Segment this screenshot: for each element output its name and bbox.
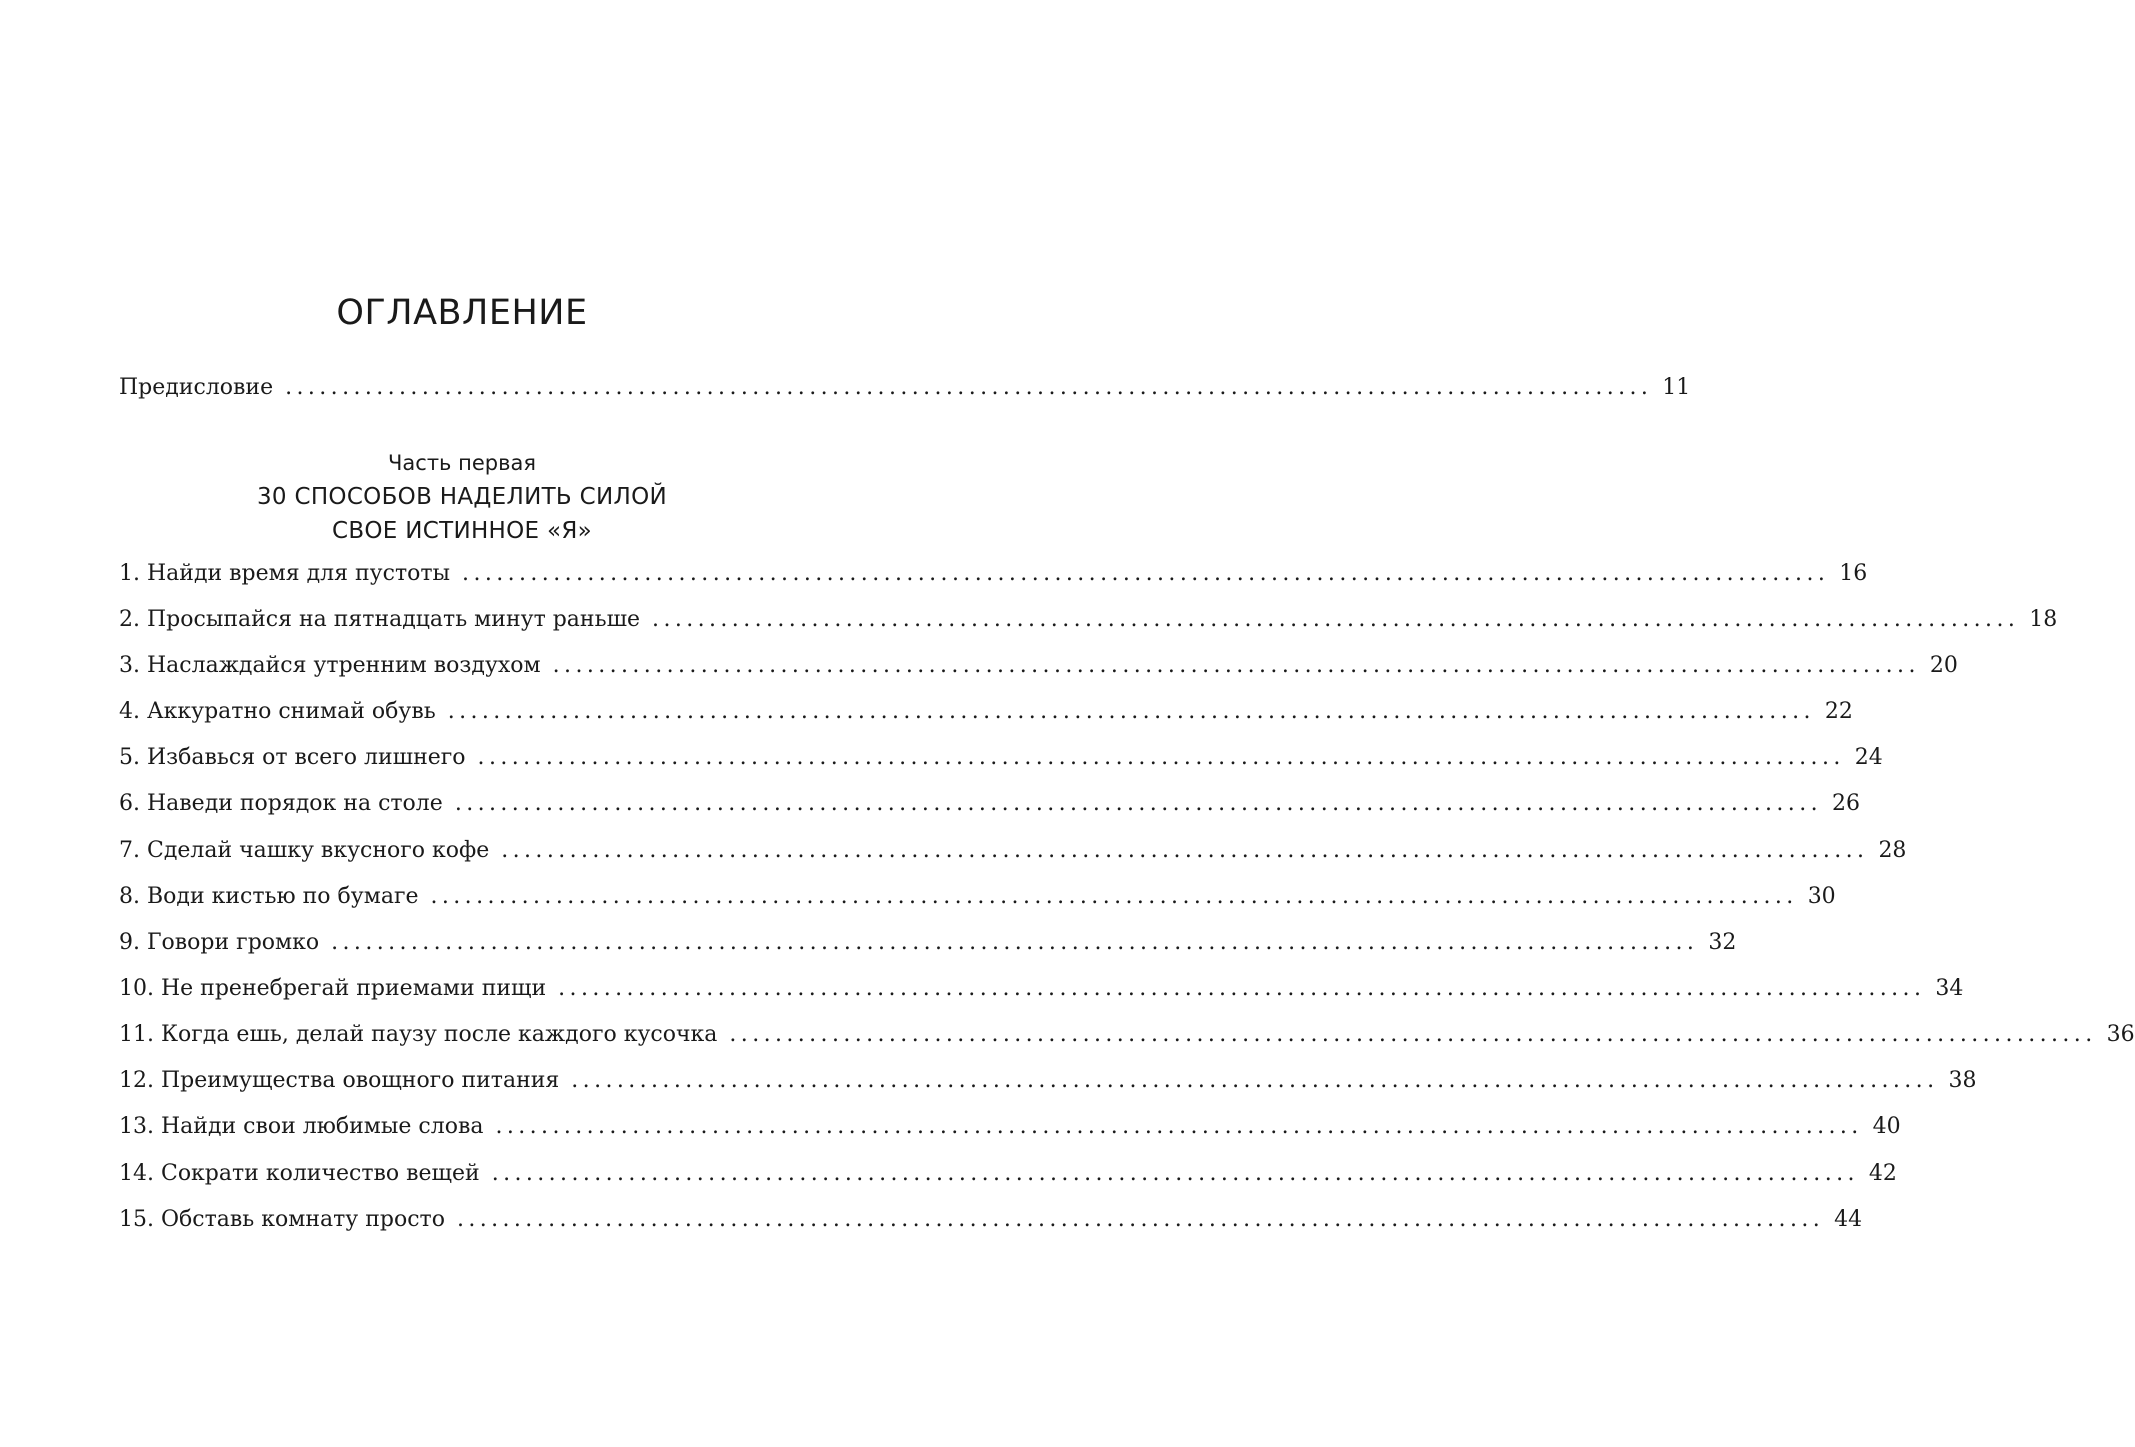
toc-entry-label: 13. Найди свои любимые слова [119,1114,484,1139]
part-title-line-1: 30 СПОСОБОВ НАДЕЛИТЬ СИЛОЙ [256,484,667,510]
toc-entry-page: 26 [1832,791,1860,816]
toc-leader-dots: ........................................................................................................................ [454,791,1822,816]
toc-entry-label: 3. Наслаждайся утренним воздухом [119,653,541,678]
toc-entry-page: 42 [1868,1161,1897,1186]
toc-entry-page: 20 [1929,653,1958,678]
toc-leader-dots: ........................................................................................................................ [491,1161,1859,1186]
toc-entry[interactable] [119,973,1964,1005]
toc-entry-label: 9. Говори громко [119,930,320,955]
toc-entry-label: 7. Сделай чашку вкусного кофе [119,838,490,863]
toc-entry[interactable] [119,604,2058,636]
toc-leader-dots: ........................................................................................................................ [729,1022,2097,1047]
toc-entry-preface[interactable] [119,372,1691,404]
toc-entry[interactable] [119,881,1836,913]
toc-leader-dots: ........................................................................................................................ [571,1068,1939,1093]
toc-entry[interactable] [119,1158,1897,1190]
toc-entry-page: 11 [1662,375,1691,400]
toc-leader-dots: ........................................................................................................................ [462,561,1830,586]
toc-entry[interactable] [119,1019,2135,1051]
toc-entry-label: 14. Сократи количество вещей [119,1161,480,1186]
toc-entry-label: 6. Наведи порядок на столе [119,791,443,816]
toc-entry-page: 32 [1708,930,1737,955]
toc-leader-dots: ........................................................................................................................ [447,699,1815,724]
part-title-line-2: СВОЕ ИСТИННОЕ «Я» [331,518,593,544]
toc-entry-page: 30 [1807,884,1836,909]
toc-entry[interactable] [119,1204,1863,1236]
toc-entry[interactable] [119,927,1737,959]
toc-entry-page: 22 [1824,699,1853,724]
toc-leader-dots: ........................................................................................................................ [285,375,1653,400]
toc-leader-dots: ........................................................................................................................ [331,930,1699,955]
toc-entry-page: 38 [1948,1068,1977,1093]
toc-entry-label: 2. Просыпайся на пятнадцать минут раньше [119,607,641,632]
toc-entry-page: 18 [2029,607,2058,632]
toc-entry-page: 16 [1839,561,1868,586]
toc-leader-dots: ........................................................................................................................ [456,1207,1825,1232]
toc-entry-page: 36 [2106,1022,2135,1047]
toc-entry-label: 15. Обставь комнату просто [119,1207,445,1232]
toc-entry-label: 5. Избавься от всего лишнего [119,745,466,770]
toc-leader-dots: ........................................................................................................................ [477,745,1845,770]
toc-entry-label: 10. Не пренебрегай приемами пищи [119,976,547,1001]
toc-entry[interactable] [119,696,1853,728]
toc-entry-label: Предисловие [119,375,274,400]
toc-entry[interactable] [119,1111,1901,1143]
toc-entry[interactable] [119,788,1860,820]
toc-entry[interactable] [119,835,1907,867]
toc-entry[interactable] [119,650,1958,682]
toc-leader-dots: ........................................................................................................................ [558,976,1926,1001]
toc-entry[interactable] [119,1065,1977,1097]
toc-entry-label: 8. Води кистью по бумаге [119,884,419,909]
page-title: ОГЛАВЛЕНИЕ [336,293,588,333]
toc-entry-label: 4. Аккуратно снимай обувь [119,699,436,724]
toc-entry-page: 24 [1854,745,1883,770]
toc-leader-dots: ........................................................................................................................ [430,884,1798,909]
toc-entry-label: 1. Найди время для пустоты [119,561,451,586]
part-heading [0,446,924,548]
toc-entry-page: 40 [1872,1114,1901,1139]
toc-entry-page: 44 [1834,1207,1863,1232]
toc-leader-dots: ........................................................................................................................ [652,607,2020,632]
toc-entry-page: 34 [1935,976,1964,1001]
toc-entry[interactable] [119,742,1883,774]
toc-leader-dots: ........................................................................................................................ [501,838,1869,863]
toc-leader-dots: ........................................................................................................................ [552,653,1920,678]
toc-entry[interactable] [119,558,1868,590]
toc-entry-label: 11. Когда ешь, делай паузу после каждого кусочка [119,1022,718,1047]
toc-entry-page: 28 [1878,838,1907,863]
toc-leader-dots: ........................................................................................................................ [495,1114,1863,1139]
toc-entry-label: 12. Преимущества овощного питания [119,1068,560,1093]
part-label: Часть первая [388,451,536,475]
